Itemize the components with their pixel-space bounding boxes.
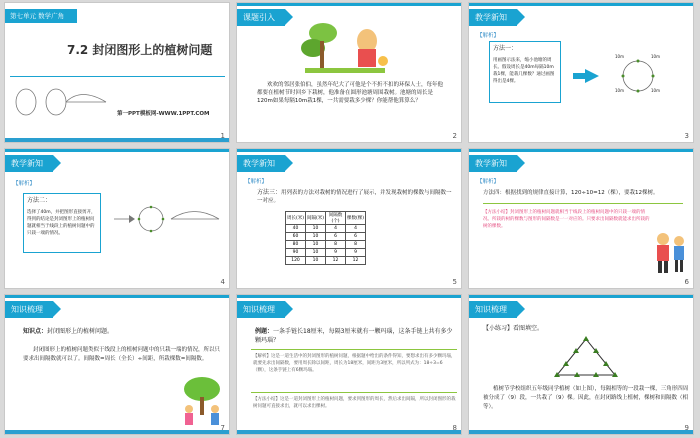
credit-text: 第一PPT模板网-WWW.1PPT.COM — [117, 111, 210, 117]
triangle-tree-diagram — [551, 335, 621, 381]
example-label: 例题： — [255, 328, 274, 335]
table-cell: 10 — [306, 225, 326, 233]
top-bar — [237, 149, 461, 152]
method-body: 选择了40m，并把图形直接剪开，得到的结论是封闭图形上的植树问题就相当于线段上的植树问题中的只栽一端的情况。 — [27, 210, 96, 236]
table-row — [286, 225, 366, 233]
method-body: 用列表的方法对栽树的情况进行了展示，并发现栽树的棵数与间隔数一一对应。 — [257, 190, 452, 204]
divider-line — [483, 203, 683, 204]
section-tag: 教学新知 — [237, 155, 285, 172]
slide-8-thumbnail[interactable] — [236, 294, 462, 435]
slide-number: 3 — [684, 132, 689, 140]
method-body: 用画图示法来，缩小池塘的周长。假设周长是40m每隔10m栽1棵，能栽几棵数？通过画图得出是4棵。 — [493, 58, 555, 84]
analysis-label: 【解析】 — [245, 179, 268, 185]
table-header: 周长(米) — [286, 212, 306, 225]
slide-7-thumbnail[interactable] — [4, 294, 230, 435]
table-header: 间隔数(个) — [326, 212, 346, 225]
top-bar — [237, 3, 461, 6]
example-text: 一条手链长18厘米，每隔3厘米就有一颗玛瑙，这条手链上共有多少颗玛瑙？ — [255, 328, 453, 344]
knowledge-point-text: 封闭图形上的植树问题。 — [47, 328, 114, 335]
distance-mark: 10m — [615, 54, 624, 59]
slide-6-thumbnail[interactable] — [468, 148, 694, 289]
slide-number: 1 — [220, 132, 225, 140]
knowledge-body: 封闭图形上的植树问题类似于线段上的植树问题中的只栽一端的情况，所以只要求出间隔数就可以了。间隔数=周长（全长）÷间距，所栽棵数=间隔数。 — [23, 347, 221, 362]
exercise-title: 【小练习】看图填空。 — [483, 325, 544, 332]
example-analysis: 【解析】这是一道生活中的封闭图形的植树问题，根据题中给出的条件得知，要想求出有多少颗玛瑙，就要先求出间隔数，要用周长除以间距，周长为18厘米，间距为3厘米，所以列式为：18÷3=6（颗），这条手链上有6颗玛瑙。 — [253, 354, 456, 373]
table-header: 间隔(米) — [306, 212, 326, 225]
section-tag: 教学新知 — [5, 155, 53, 172]
slide-1-thumbnail[interactable] — [4, 2, 230, 143]
table-cell: 10 — [306, 241, 326, 249]
slide-number: 6 — [684, 278, 689, 286]
slide-number: 4 — [220, 278, 225, 286]
bottom-bar — [5, 430, 229, 434]
top-bar — [5, 149, 229, 152]
method-title: 方法三： — [257, 189, 282, 196]
distance-mark: 10m — [651, 54, 660, 59]
title-rule — [10, 76, 225, 77]
method-title: 方法二： — [27, 197, 52, 204]
method-body: 根据找到的规律直接计算，120÷10=12（棵），要栽12棵树。 — [505, 190, 659, 196]
cut-open-diagram — [109, 199, 224, 239]
table-cell: 120 — [286, 257, 306, 265]
slide-2-thumbnail[interactable] — [236, 2, 462, 143]
divider-line — [251, 349, 457, 350]
slide-number: 7 — [220, 424, 225, 432]
slide-9-thumbnail[interactable] — [468, 294, 694, 435]
table-cell: 4 — [326, 225, 346, 233]
slide-number: 8 — [452, 424, 457, 432]
table-cell: 60 — [286, 233, 306, 241]
bottom-bar — [469, 430, 693, 434]
kids-tree-illustration — [177, 375, 227, 430]
method-text — [257, 189, 453, 205]
tree-man-illustration — [295, 13, 395, 78]
analysis-label: 【解析】 — [477, 179, 500, 185]
method-title: 方法四： — [483, 190, 506, 196]
table-cell: 9 — [346, 249, 366, 257]
top-bar — [5, 295, 229, 298]
table-cell: 8 — [326, 241, 346, 249]
bottom-bar — [237, 430, 461, 434]
table-cell: 90 — [286, 249, 306, 257]
table-header-row — [286, 212, 366, 225]
table-cell: 12 — [346, 257, 366, 265]
table-row — [286, 249, 366, 257]
knowledge-point — [23, 328, 113, 336]
table-cell: 40 — [286, 225, 306, 233]
unit-tag: 第七单元 数学广角 — [5, 9, 77, 23]
data-table — [285, 211, 366, 265]
analysis-label: 【解析】 — [13, 181, 36, 187]
table-header: 棵数(棵) — [346, 212, 366, 225]
method-summary: 【方法小结】封闭图形上的植树问题就相当于线段上的植树问题中的只栽一端的情况。所栽的树的棵数与图形的间隔数是一一对应的。只要求出间隔数就能求出所栽的树的棵数。 — [483, 210, 650, 229]
divider-line — [251, 392, 457, 393]
table-cell: 4 — [346, 225, 366, 233]
section-tag: 知识梳理 — [237, 301, 285, 318]
top-bar — [469, 149, 693, 152]
table-row — [286, 241, 366, 249]
table-cell: 80 — [286, 241, 306, 249]
slide-number: 9 — [684, 424, 689, 432]
analysis-label: 【解析】 — [477, 33, 500, 39]
bottom-bar — [5, 138, 229, 142]
slide-3-thumbnail[interactable] — [468, 2, 694, 143]
arrow-shaft — [573, 73, 585, 79]
table-cell: 6 — [346, 233, 366, 241]
distance-mark: 10m — [651, 88, 660, 93]
section-tag: 知识梳理 — [469, 301, 517, 318]
slide-number: 2 — [452, 132, 457, 140]
table-cell: 10 — [306, 233, 326, 241]
exercise-body: 植树节学校组织五年级同学植树（如上图），每隔相等的一段栽一棵，三角形四周被分成了（9）段，一共栽了（9）棵。因此，在封闭路线上植树，棵树和间隔数（相等）。 — [483, 386, 689, 410]
table-cell: 9 — [326, 249, 346, 257]
section-tag: 教学新知 — [469, 9, 517, 26]
slide-title: 7.2 封闭图形上的植树问题 — [67, 43, 213, 57]
method-text — [483, 189, 689, 197]
method-title: 方法一： — [493, 45, 518, 52]
example-summary: 【方法小结】这是一道封闭图形上的植树问题，要求到图形的周长，然后求出间隔，所以封闭图形的栽树问题可直接求出，就可以求出棵树。 — [253, 397, 456, 409]
knowledge-point-label: 知识点： — [23, 328, 48, 335]
story-text: 欢欢的邻居张伯伯，虽然年纪大了可他是个不折不扣的环保人士，每年他都要在植树节时回乡下栽树，他准备在圆形池塘周围栽树。池塘的周长是120m如果每隔10m栽1棵，一共需要栽多少棵？你能帮他算算么？ — [257, 82, 444, 104]
table-row — [286, 257, 366, 265]
table-row — [286, 233, 366, 241]
slide-number: 5 — [452, 278, 457, 286]
children-illustration — [651, 229, 691, 277]
section-tag: 教学新知 — [469, 155, 517, 172]
top-bar — [469, 295, 693, 298]
table-cell: 10 — [306, 257, 326, 265]
top-bar — [237, 295, 461, 298]
top-bar — [469, 3, 693, 6]
slide-4-thumbnail[interactable] — [4, 148, 230, 289]
example-question — [255, 327, 455, 345]
arrow-right-icon — [585, 69, 599, 83]
table-cell: 8 — [346, 241, 366, 249]
section-tag: 课题引入 — [237, 9, 285, 26]
distance-mark: 10m — [615, 88, 624, 93]
tree-diagram-illustration — [11, 82, 111, 122]
table-cell: 10 — [306, 249, 326, 257]
section-tag: 知识梳理 — [5, 301, 53, 318]
table-cell: 6 — [326, 233, 346, 241]
slide-5-thumbnail[interactable] — [236, 148, 462, 289]
table-cell: 12 — [326, 257, 346, 265]
